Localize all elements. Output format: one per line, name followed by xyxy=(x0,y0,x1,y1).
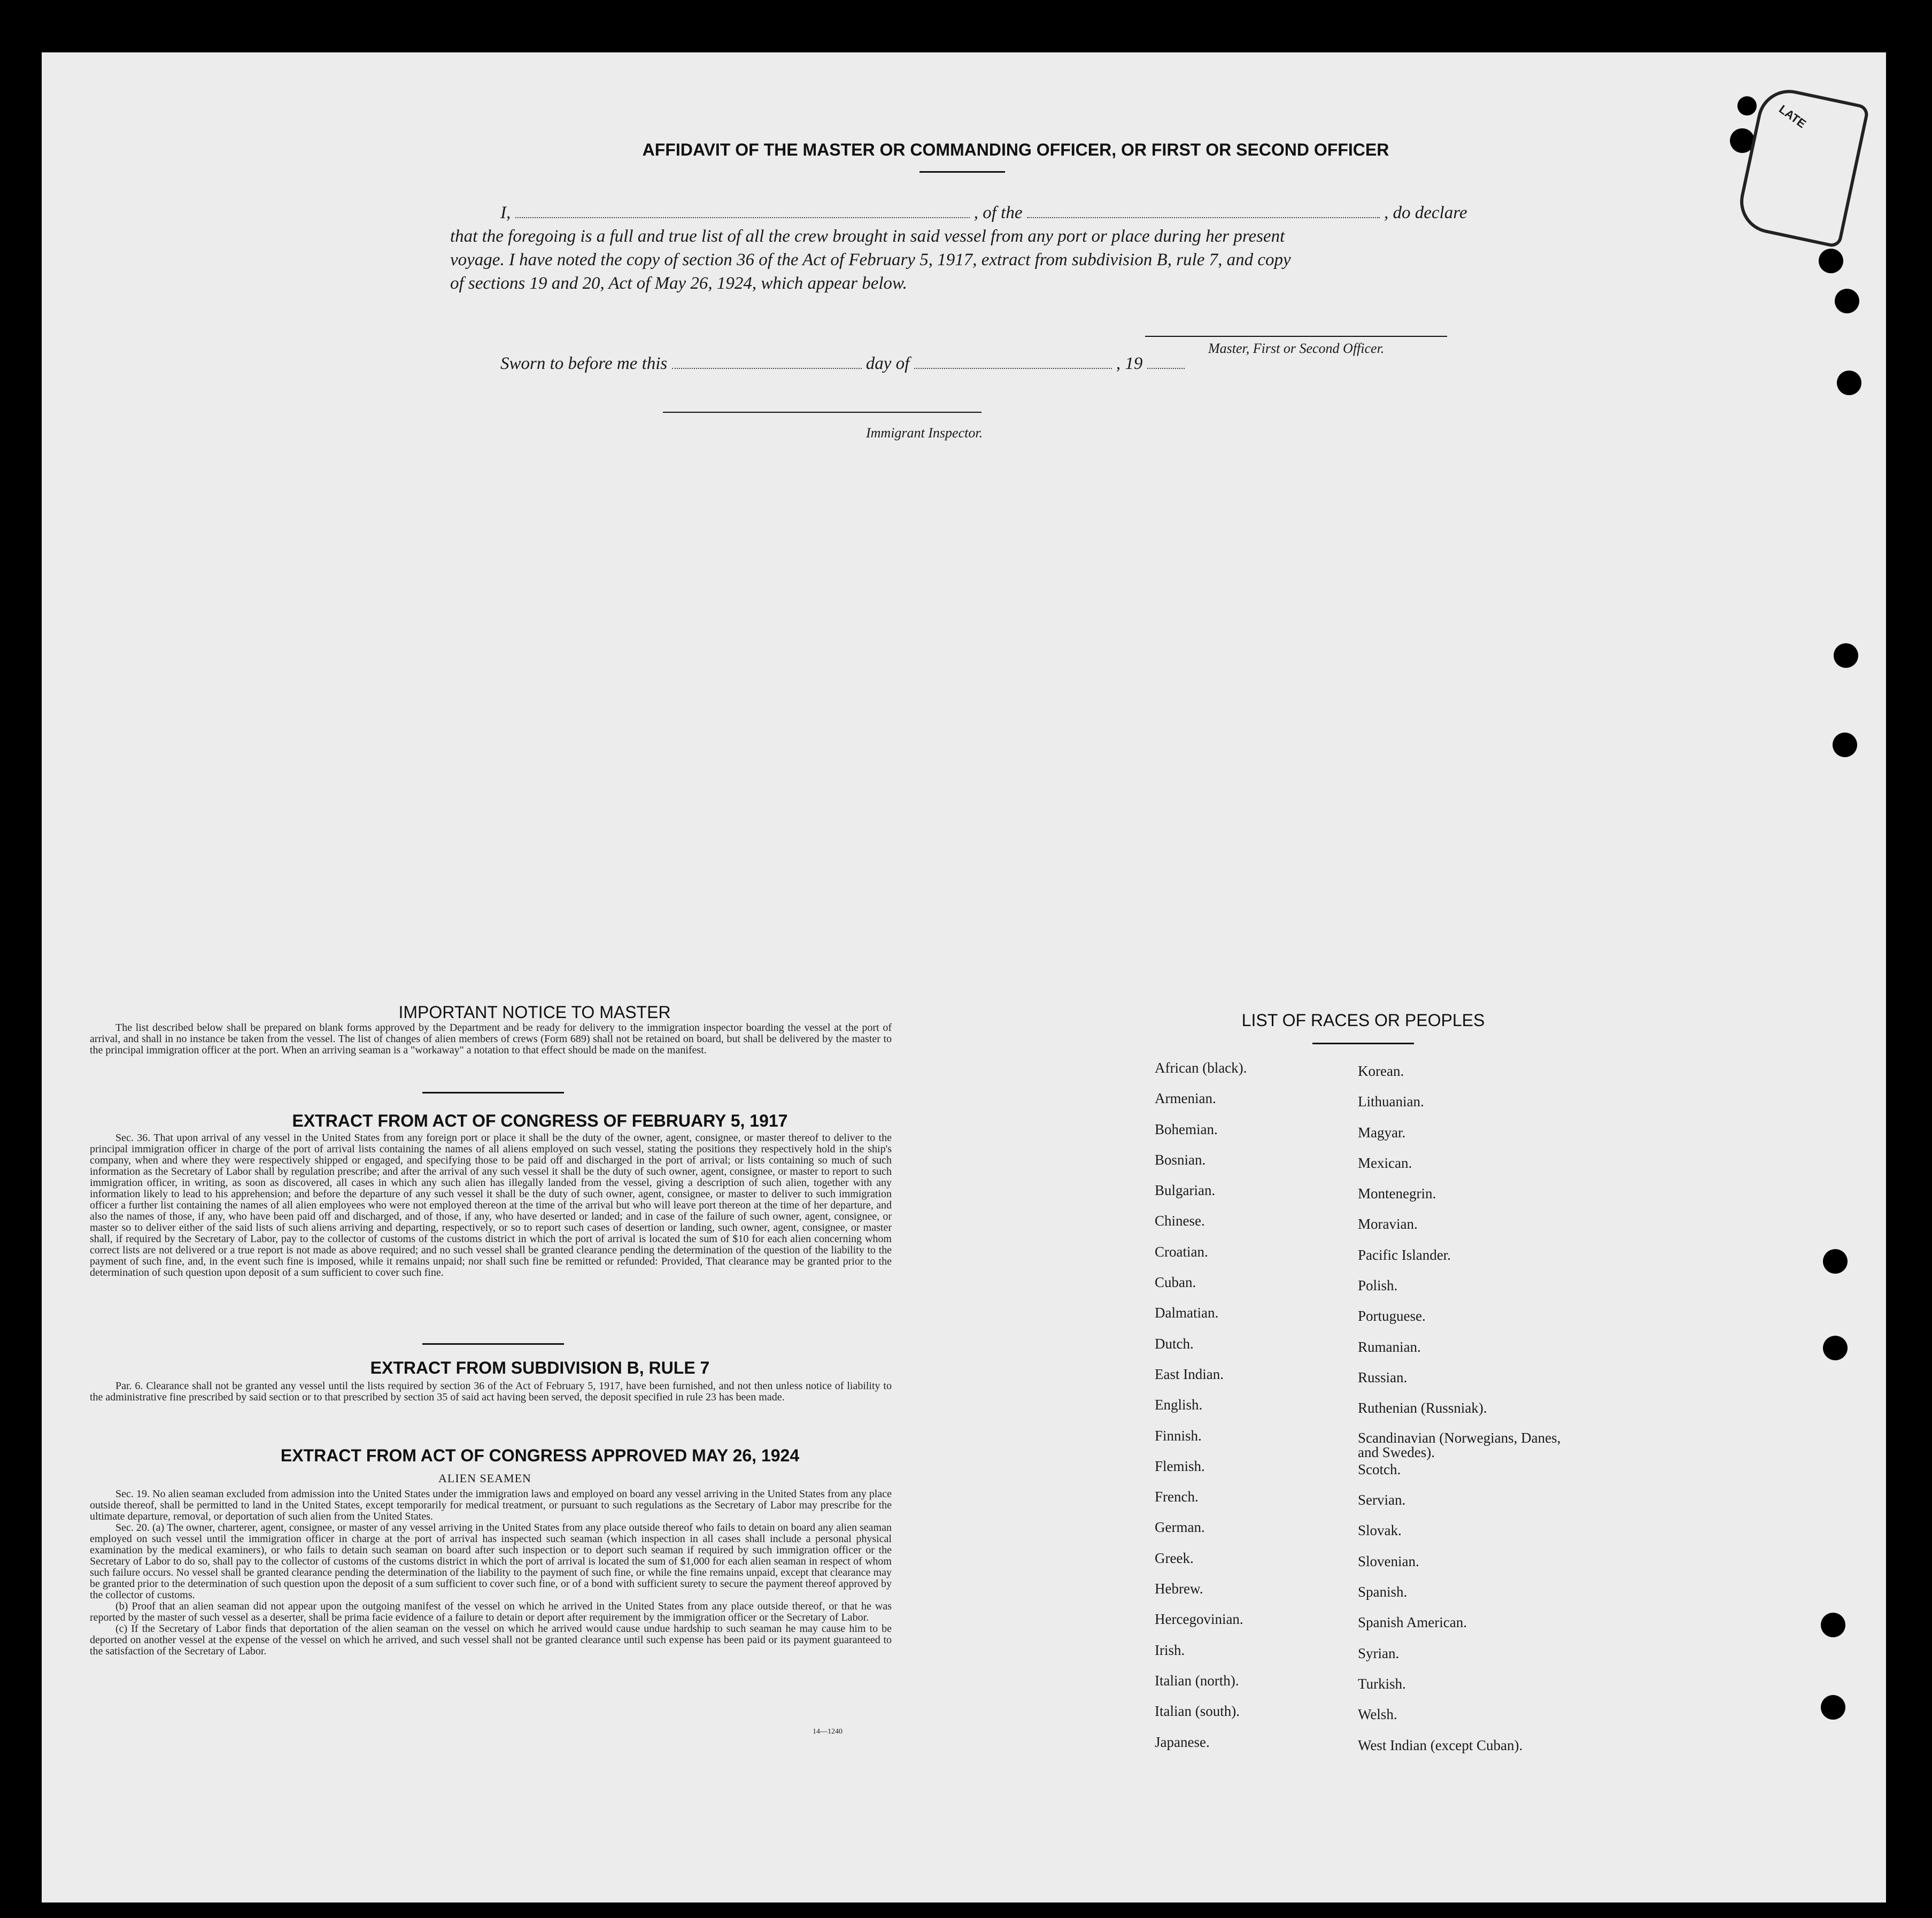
race-item: Scandinavian (Norwegians, Danes, and Swedes). xyxy=(1358,1429,1561,1460)
day-label: day of xyxy=(865,354,910,373)
race-item: German. xyxy=(1155,1519,1205,1536)
race-item: Magyar. xyxy=(1358,1124,1406,1141)
race-item: Italian (north). xyxy=(1155,1672,1239,1689)
affidavit-title: AFFIDAVIT OF THE MASTER OR COMMANDING OFFICER, OR FIRST OR SECOND OFFICER xyxy=(642,140,1389,159)
race-item: Irish. xyxy=(1155,1642,1185,1658)
name-blank xyxy=(515,217,970,218)
race-item: Bosnian. xyxy=(1155,1151,1206,1168)
race-item: Finnish. xyxy=(1155,1427,1202,1444)
of-the-label: , of the xyxy=(973,203,1023,222)
race-item: Russian. xyxy=(1358,1369,1408,1385)
rule7-title: EXTRACT FROM SUBDIVISION B, RULE 7 xyxy=(370,1358,710,1377)
race-item: Armenian. xyxy=(1155,1090,1216,1107)
race-item: Korean. xyxy=(1358,1063,1404,1079)
races-title: LIST OF RACES OR PEOPLES xyxy=(1241,1011,1485,1030)
extract-1917-title: EXTRACT FROM ACT OF CONGRESS OF FEBRUARY 5, 1917 xyxy=(292,1111,788,1130)
race-item: Montenegrin. xyxy=(1358,1185,1436,1202)
sec-20a: Sec. 20. (a) The owner, charterer, agent, consignee, or master of any vessel arriving in the United States from any place outside thereof who fails to detain on board any alien seaman employed on such vessel until the immigration officer in charge at the port of arrival has inspected such seaman (which inspection in all cases shall include a personal physical examination by the medical examiners), or who fails to detain such seaman on board after such inspection or to deport such seaman if required by such immigration officer or the Secretary of Labor to do so, shall pay to the collector of customs of the customs district in which the port of arrival is located the sum of $1,000 for each alien seaman in respect of whom such failure occurs. No vessel shall be granted clearance pending the determination of the liability to the payment of such fine, or while the fine remains unpaid, except that clearance may be granted prior to the determination of such question upon the deposit of a sum sufficient to cover such fine, or of a bond with sufficient surety to secure the payment thereof approved by the collector of customs. xyxy=(90,1522,892,1601)
race-item: Italian (south). xyxy=(1155,1703,1240,1720)
race-item: Hebrew. xyxy=(1155,1581,1203,1597)
punch-hole xyxy=(1821,1695,1845,1720)
affidavit-line-1 xyxy=(500,201,1467,225)
race-item: Scotch. xyxy=(1358,1461,1401,1477)
inspector-label: Immigrant Inspector. xyxy=(866,425,983,441)
affidavit-line-4: of sections 19 and 20, Act of May 26, 1924, which appear below. xyxy=(450,274,907,293)
race-item: Slovenian. xyxy=(1358,1553,1419,1569)
race-item: Hercegovinian. xyxy=(1155,1611,1243,1628)
section-divider xyxy=(422,1343,564,1345)
punch-hole xyxy=(1821,1613,1845,1637)
race-item: Turkish. xyxy=(1358,1675,1406,1692)
seal-stamp: LATE xyxy=(1734,84,1870,249)
race-item: Portuguese. xyxy=(1358,1308,1426,1324)
punch-hole xyxy=(1819,249,1843,273)
race-item: Flemish. xyxy=(1155,1458,1205,1474)
race-item: Chinese. xyxy=(1155,1213,1205,1229)
races-right-column xyxy=(1358,1063,1572,1768)
race-item: East Indian. xyxy=(1155,1366,1224,1382)
races-left-column xyxy=(1155,1060,1247,1765)
affidavit-line-2: that the foregoing is a full and true list of all the crew brought in said vessel from any port or place during her present xyxy=(450,227,1285,246)
year-blank xyxy=(1147,368,1185,369)
race-item: Greek. xyxy=(1155,1550,1194,1566)
sworn-label: Sworn to before me this xyxy=(500,354,668,373)
race-item: West Indian (except Cuban). xyxy=(1358,1737,1523,1753)
race-item: Rumanian. xyxy=(1358,1338,1421,1355)
race-item: Slovak. xyxy=(1358,1522,1402,1539)
race-item: Syrian. xyxy=(1358,1645,1400,1661)
sec-20c: (c) If the Secretary of Labor finds that deportation of the alien seaman on the vessel on which he arrived would cause undue hardship to such seaman he may cause him to be deported on another vessel at the expense of the vessel on which he arrived, and such vessel shall not be granted clearance until such expense has been paid or its payment guaranteed to the satisfaction of the Secretary of Labor. xyxy=(90,1623,892,1657)
race-item: Pacific Islander. xyxy=(1358,1246,1451,1263)
alien-seamen-subtitle: ALIEN SEAMEN xyxy=(438,1472,531,1485)
sworn-line xyxy=(500,352,1185,375)
race-item: Dalmatian. xyxy=(1155,1305,1219,1321)
race-item: Mexican. xyxy=(1358,1154,1412,1171)
notice-title: IMPORTANT NOTICE TO MASTER xyxy=(398,1003,671,1022)
races-divider xyxy=(1312,1043,1414,1044)
race-item: Welsh. xyxy=(1358,1706,1397,1723)
punch-hole xyxy=(1823,1249,1848,1274)
race-item: Spanish American. xyxy=(1358,1614,1467,1631)
race-item: English. xyxy=(1155,1397,1203,1413)
vessel-blank xyxy=(1027,217,1380,218)
month-blank xyxy=(914,368,1112,369)
signer-label: Master, First or Second Officer. xyxy=(1208,341,1385,356)
punch-hole xyxy=(1837,371,1861,395)
inspector-line xyxy=(663,412,982,413)
race-item: Dutch. xyxy=(1155,1335,1194,1352)
race-item: French. xyxy=(1155,1489,1199,1505)
punch-hole xyxy=(1737,96,1757,115)
race-item: African (black). xyxy=(1155,1060,1247,1076)
race-item: Polish. xyxy=(1358,1277,1398,1294)
race-item: Lithuanian. xyxy=(1358,1093,1424,1110)
affidavit-line-3: voyage. I have noted the copy of section 36 of the Act of February 5, 1917, extract from subdivision B, rule 7, and copy xyxy=(450,250,1291,269)
extract-1924-body xyxy=(90,1489,892,1657)
race-item: Cuban. xyxy=(1155,1274,1196,1291)
form-number: 14—1240 xyxy=(813,1728,843,1736)
race-item: Servian. xyxy=(1358,1492,1406,1508)
extract-1917-body: Sec. 36. That upon arrival of any vessel in the United States from any foreign port or place it shall be the duty of the owner, agent, consignee, or master thereof to deliver to the principal immigration officer in charge of the port of arrival lists containing the names of all aliens employed on such vessel, stating the positions they respectively hold in the ship's company, when and where they were respectively shipped or engaged, and specifying those to be paid off and discharged in the port of arrival; or lists containing so much of such information as the Secretary of Labor shall by regulation prescribe; and after the arrival of any such vessel it shall be the duty of such owner, agent, consignee, or master to report to such immigration officer, in writing, as soon as discovered, all cases in which any such alien has illegally landed from the vessel, giving a description of such alien, together with any information likely to lead to his apprehension; and before the departure of any such vessel it shall be the duty of such owner, agent, consignee, or master to deliver to such immigration officer a further list containing the names of all alien employees who were not employed thereon at the time of the arrival but who will leave port thereon at the time of her departure, and also the names of those, if any, who have been paid off and discharged, and of those, if any, who have deserted or landed; and in case of the failure of such owner, agent, consignee, or master so to deliver either of the said lists of such aliens arriving and departing, respectively, or so to report such cases of desertion or landing, such owner, agent, consignee, or master shall, if required by the Secretary of Labor, pay to the collector of customs of the customs district in which the port of arrival is located the sum of $10 for each alien concerning whom correct lists are not delivered or a true report is not made as above required; and no such vessel shall be granted clearance pending the determination of the question of the liability to the payment of such fine, and, in the event such fine is imposed, while it remains unpaid; nor shall such fine be remitted or refunded: Provided, That clearance may be granted prior to the determination of such question upon deposit of a sum sufficient to cover such fine. xyxy=(90,1132,892,1278)
rule7-body: Par. 6. Clearance shall not be granted any vessel until the lists required by section 36 of the Act of February 5, 1917, have been furnished, and not then unless notice of liability to the administrative fine prescribed by said section or to that prescribed by section 35 of said act having been served, the deposit specified in rule 23 has been made. xyxy=(90,1380,892,1403)
year-label: , 19 xyxy=(1116,354,1143,373)
race-item: Bohemian. xyxy=(1155,1121,1218,1137)
race-item: Moravian. xyxy=(1358,1216,1418,1233)
i-label: I, xyxy=(500,203,511,222)
race-item: Ruthenian (Russniak). xyxy=(1358,1400,1487,1416)
race-item: Spanish. xyxy=(1358,1584,1408,1600)
race-item: Bulgarian. xyxy=(1155,1182,1216,1199)
punch-hole xyxy=(1834,643,1858,668)
punch-hole xyxy=(1823,1336,1848,1360)
day-blank xyxy=(672,368,862,369)
sec-20b: (b) Proof that an alien seaman did not appear upon the outgoing manifest of the vessel on which he arrived in the United States from any place outside thereof, or that he was reported by the master of such vessel as a deserter, shall be prima facie evidence of a failure to detain or deport after requirement by the immigration officer or the Secretary of Labor. xyxy=(90,1600,892,1623)
declare-label: , do declare xyxy=(1384,203,1467,222)
punch-hole xyxy=(1835,289,1859,313)
race-item: Japanese. xyxy=(1155,1734,1210,1750)
section-divider xyxy=(422,1092,564,1093)
title-divider xyxy=(919,171,1005,173)
punch-hole xyxy=(1833,733,1857,757)
extract-1924-title: EXTRACT FROM ACT OF CONGRESS APPROVED MAY 26, 1924 xyxy=(280,1446,800,1465)
sec-19: Sec. 19. No alien seaman excluded from admission into the United States under the immigration laws and employed on board any vessel arriving in the United States from any place outside thereof, shall be permitted to land in the United States, except temporarily for medical treatment, or pursuant to such regulations as the Secretary of Labor may prescribe for the ultimate departure, removal, or deportation of such alien from the United States. xyxy=(90,1488,892,1522)
race-item: Croatian. xyxy=(1155,1243,1208,1260)
notice-body: The list described below shall be prepared on blank forms approved by the Department and be ready for delivery to the immigration inspector boarding the vessel at the port of arrival, and shall in no instance be taken from the vessel. The list of changes of alien members of crews (Form 689) shall not be retained on board, but shall be delivered by the master to the principal immigration officer at the port. When an arriving seaman is a "workaway" a notation to that effect should be made on the manifest. xyxy=(90,1022,892,1056)
